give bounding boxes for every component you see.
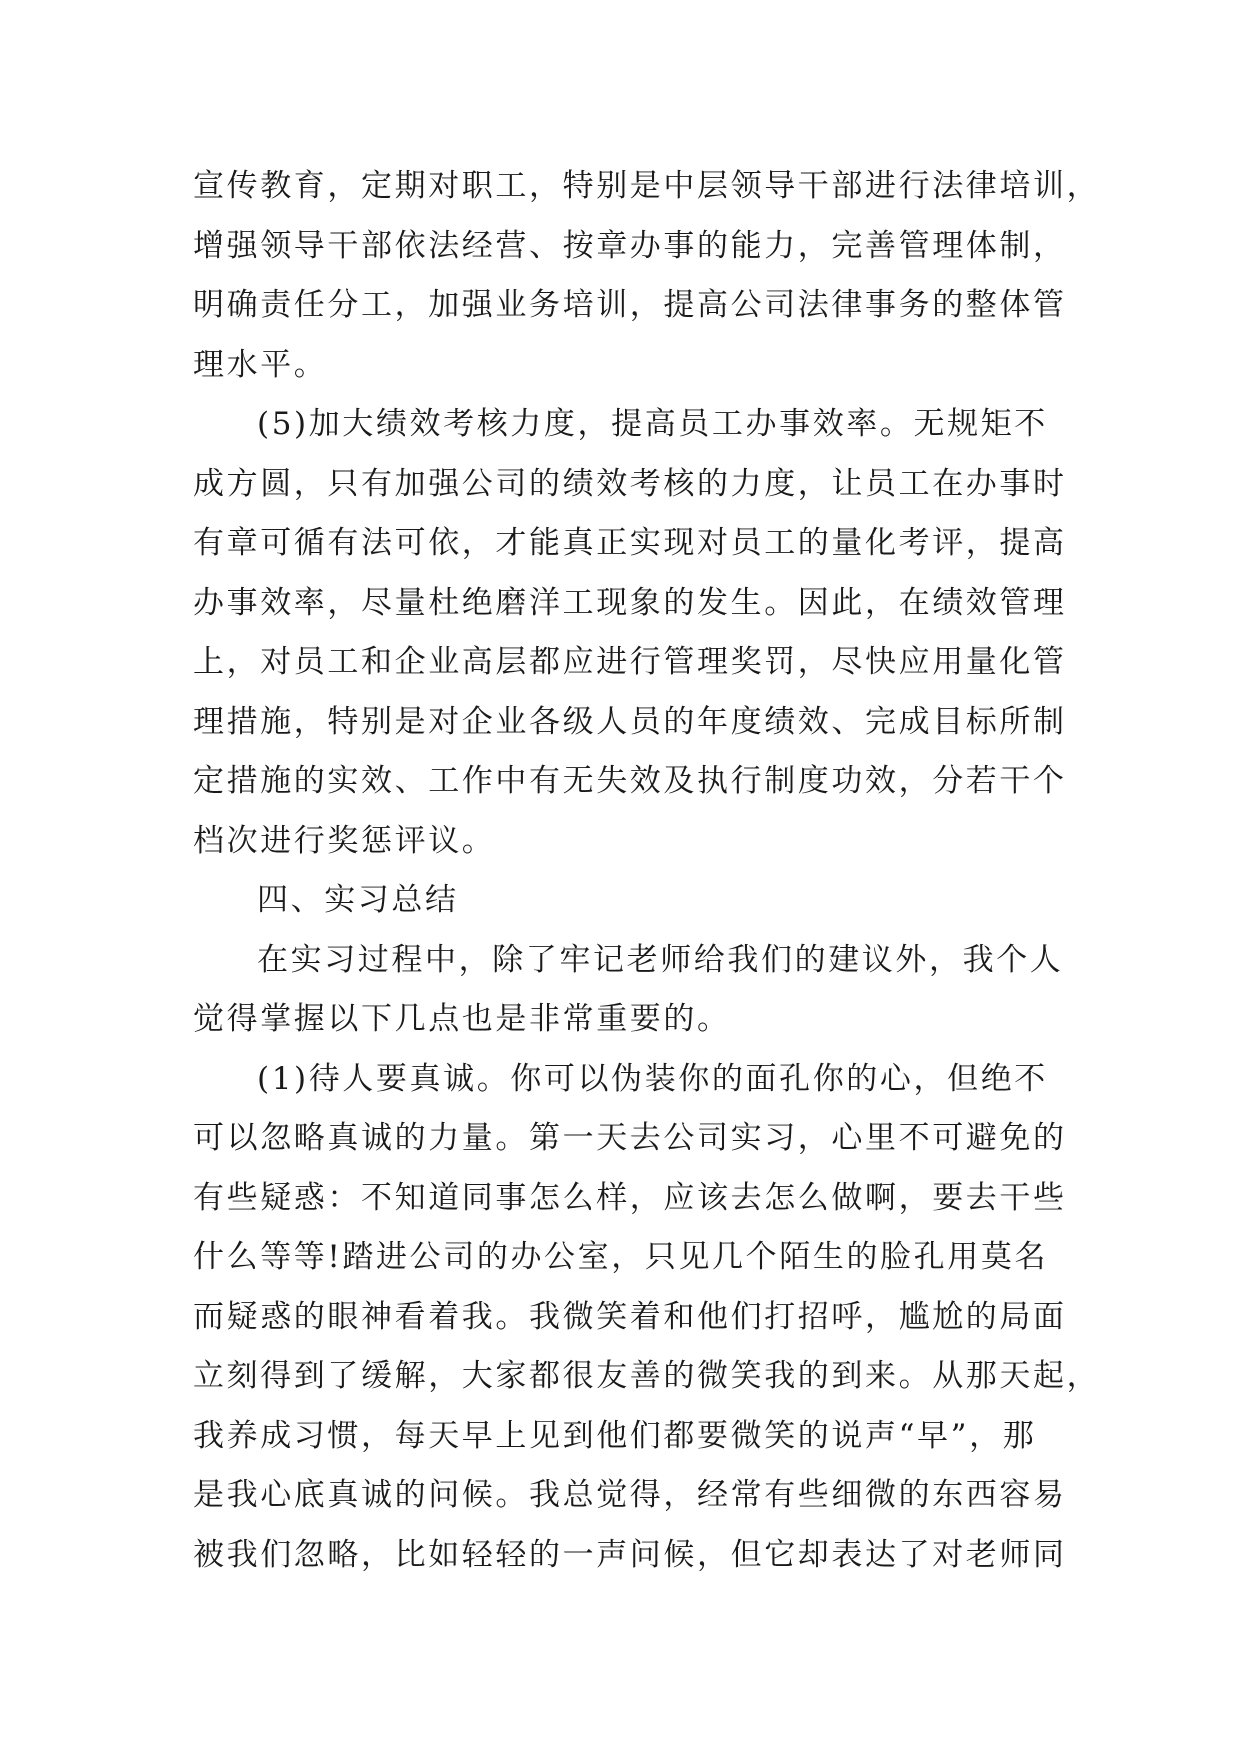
text-line: 理措施，特别是对企业各级人员的年度绩效、完成目标所制 (193, 703, 1067, 740)
text-line: 明确责任分工，加强业务培训，提高公司法律事务的整体管 (193, 287, 1067, 323)
body-text (193, 157, 1101, 1585)
paragraph-first-line: 在实习过程中，除了牢记老师给我们的建议外，我个人 (257, 941, 1064, 978)
text-line: 什么等等!踏进公司的办公室，只见几个陌生的脸孔用莫名 (193, 1239, 1049, 1275)
text-line: 立刻得到了缓解，大家都很友善的微笑我的到来。从那天起， (193, 1358, 1101, 1394)
text-line: 而疑惑的眼神看着我。我微笑着和他们打招呼，尴尬的局面 (193, 1298, 1067, 1335)
paragraph-first-line: (1)待人要真诚。你可以伪装你的面孔你的心，但绝不 (257, 1060, 1048, 1097)
text-line: 档次进行奖惩评议。 (193, 822, 496, 859)
text-line: 可以忽略真诚的力量。第一天去公司实习，心里不可避免的 (193, 1120, 1067, 1156)
text-line: 宣传教育，定期对职工，特别是中层领导干部进行法律培训， (193, 168, 1101, 204)
text-line: 办事效率，尽量杜绝磨洋工现象的发生。因此，在绩效管理 (193, 584, 1067, 621)
text-line: 定措施的实效、工作中有无失效及执行制度功效，分若干个 (193, 763, 1067, 799)
text-line: 是我心底真诚的问候。我总觉得，经常有些细微的东西容易 (193, 1477, 1067, 1513)
text-line: 被我们忽略，比如轻轻的一声问候，但它却表达了对老师同 (193, 1536, 1067, 1573)
text-line: 成方圆，只有加强公司的绩效考核的力度，让员工在办事时 (193, 465, 1067, 502)
paragraph-first-line: (5)加大绩效考核力度，提高员工办事效率。无规矩不 (257, 406, 1048, 442)
text-line: 觉得掌握以下几点也是非常重要的。 (193, 1001, 731, 1037)
text-line: 理水平。 (193, 346, 328, 383)
section-heading: 四、实习总结 (257, 882, 459, 918)
text-line: 增强领导干部依法经营、按章办事的能力，完善管理体制， (193, 227, 1067, 264)
text-line: 上，对员工和企业高层都应进行管理奖罚，尽快应用量化管 (193, 644, 1067, 680)
text-line: 我养成习惯，每天早上见到他们都要微笑的说声“早”，那 (193, 1417, 1037, 1454)
text-line: 有章可循有法可依，才能真正实现对员工的量化考评，提高 (193, 525, 1067, 561)
text-line: 有些疑惑：不知道同事怎么样，应该去怎么做啊，要去干些 (193, 1179, 1067, 1216)
